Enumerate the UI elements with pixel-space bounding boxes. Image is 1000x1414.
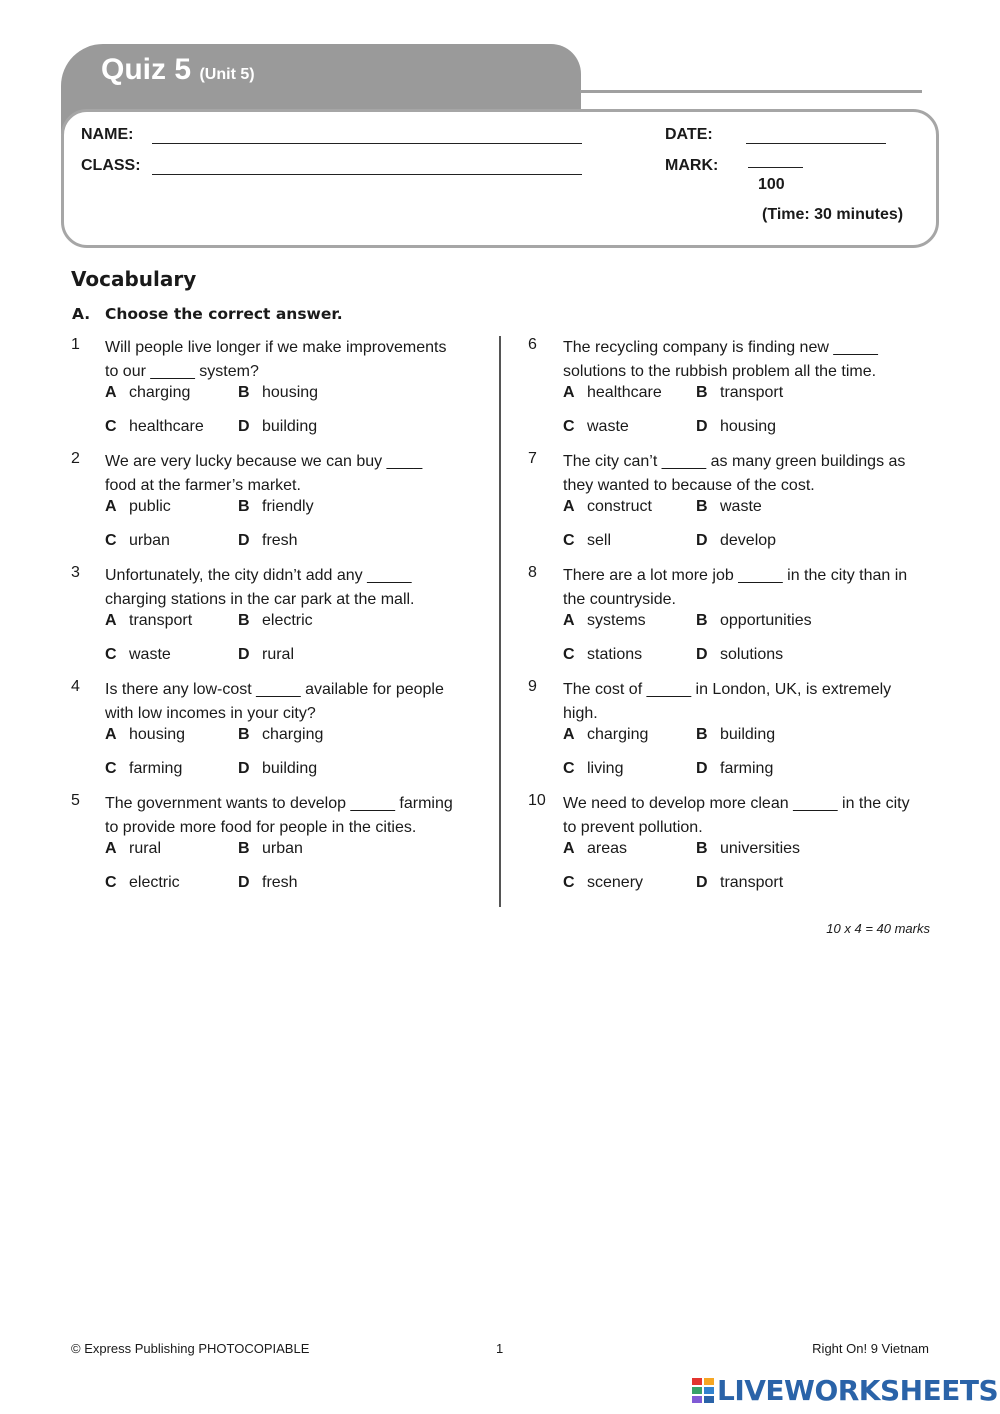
instruction-text: Choose the correct answer. bbox=[105, 305, 343, 323]
option-a[interactable] bbox=[563, 726, 648, 744]
option-d[interactable] bbox=[238, 646, 294, 664]
option-d[interactable] bbox=[696, 646, 783, 664]
question-stem-line: The city can’t _____ as many green buildings as bbox=[563, 453, 906, 470]
option-letter: A bbox=[105, 840, 117, 857]
option-letter: A bbox=[105, 612, 117, 629]
option-letter: C bbox=[563, 874, 575, 891]
section-title: Vocabulary bbox=[71, 267, 197, 291]
option-letter: A bbox=[563, 726, 575, 743]
option-text: electric bbox=[129, 874, 180, 891]
question-stem-line: We are very lucky because we can buy ____ bbox=[105, 453, 423, 470]
option-letter: D bbox=[238, 646, 250, 663]
option-letter: B bbox=[238, 384, 250, 401]
question-stem-line: Is there any low-cost _____ available for people bbox=[105, 681, 444, 698]
option-letter: C bbox=[105, 532, 117, 549]
question-number: 10 bbox=[528, 792, 546, 809]
option-text: waste bbox=[129, 646, 171, 663]
option-c[interactable] bbox=[105, 874, 180, 892]
option-letter: A bbox=[563, 498, 575, 515]
option-letter: B bbox=[238, 726, 250, 743]
option-text: urban bbox=[129, 532, 170, 549]
option-text: healthcare bbox=[129, 418, 204, 435]
question-number: 3 bbox=[71, 564, 80, 581]
option-letter: C bbox=[105, 760, 117, 777]
footer-copyright: © Express Publishing PHOTOCOPIABLE bbox=[71, 1341, 310, 1356]
option-text: healthcare bbox=[587, 384, 662, 401]
footer-page-number: 1 bbox=[496, 1341, 504, 1356]
option-letter: A bbox=[563, 612, 575, 629]
option-text: building bbox=[720, 726, 776, 743]
option-text: rural bbox=[262, 646, 295, 663]
question-number: 7 bbox=[528, 450, 537, 467]
question-stem-line: The government wants to develop _____ farming bbox=[105, 795, 453, 812]
option-text: construct bbox=[587, 498, 652, 515]
option-text: transport bbox=[720, 384, 784, 401]
footer-book-title: Right On! 9 Vietnam bbox=[812, 1341, 929, 1356]
question-stem-line: food at the farmer’s market. bbox=[105, 476, 301, 494]
question-stem-line: they wanted to because of the cost. bbox=[563, 476, 815, 494]
option-text: housing bbox=[262, 384, 319, 401]
option-a[interactable] bbox=[563, 498, 652, 516]
option-letter: B bbox=[696, 726, 708, 743]
option-b[interactable] bbox=[696, 840, 800, 858]
option-c[interactable] bbox=[105, 532, 170, 550]
question-stem-line: with low incomes in your city? bbox=[105, 704, 316, 722]
time-limit: (Time: 30 minutes) bbox=[762, 206, 904, 223]
option-text: electric bbox=[262, 612, 313, 629]
option-text: transport bbox=[720, 874, 784, 891]
option-letter: D bbox=[696, 874, 708, 891]
question-number: 1 bbox=[71, 336, 80, 353]
option-d[interactable] bbox=[696, 532, 776, 550]
option-b[interactable] bbox=[696, 726, 775, 744]
option-b[interactable] bbox=[238, 612, 313, 630]
option-text: rural bbox=[129, 840, 162, 857]
option-text: areas bbox=[587, 840, 628, 857]
option-a[interactable] bbox=[105, 612, 192, 630]
option-letter: B bbox=[696, 384, 708, 401]
liveworksheets-logo-text: LIVEWORKSHEETS bbox=[717, 1374, 999, 1407]
option-letter: D bbox=[238, 874, 250, 891]
option-text: fresh bbox=[262, 532, 298, 549]
option-b[interactable] bbox=[238, 384, 318, 402]
option-d[interactable] bbox=[696, 418, 776, 436]
option-letter: B bbox=[696, 612, 708, 629]
option-text: transport bbox=[129, 612, 193, 629]
option-text: farming bbox=[129, 760, 183, 777]
option-letter: C bbox=[105, 418, 117, 435]
date-label: DATE: bbox=[665, 126, 713, 143]
option-text: charging bbox=[262, 726, 324, 743]
option-a[interactable] bbox=[105, 498, 171, 516]
question-number: 6 bbox=[528, 336, 537, 353]
name-field[interactable] bbox=[152, 143, 582, 144]
class-field[interactable] bbox=[152, 174, 582, 175]
question-number: 9 bbox=[528, 678, 537, 695]
option-text: opportunities bbox=[720, 612, 812, 629]
option-c[interactable] bbox=[563, 760, 623, 778]
option-letter: A bbox=[563, 840, 575, 857]
question-stem-line: solutions to the rubbish problem all the time. bbox=[563, 362, 877, 380]
option-letter: C bbox=[105, 874, 117, 891]
option-text: friendly bbox=[262, 498, 314, 515]
option-letter: D bbox=[238, 532, 250, 549]
marks-note: 10 x 4 = 40 marks bbox=[826, 921, 930, 936]
option-letter: C bbox=[563, 760, 575, 777]
option-b[interactable] bbox=[696, 384, 783, 402]
header-rule bbox=[580, 90, 922, 93]
option-letter: A bbox=[105, 384, 117, 401]
option-letter: B bbox=[696, 498, 708, 515]
option-text: urban bbox=[262, 840, 303, 857]
option-letter: A bbox=[105, 498, 117, 515]
option-c[interactable] bbox=[563, 418, 629, 436]
option-b[interactable] bbox=[238, 726, 323, 744]
date-field[interactable] bbox=[746, 143, 886, 144]
option-text: universities bbox=[720, 840, 801, 857]
option-letter: B bbox=[238, 612, 250, 629]
class-label: CLASS: bbox=[81, 157, 141, 174]
option-letter: C bbox=[563, 646, 575, 663]
option-text: charging bbox=[587, 726, 649, 743]
option-c[interactable] bbox=[105, 760, 182, 778]
quiz-unit: (Unit 5) bbox=[199, 66, 255, 83]
liveworksheets-logo-icon bbox=[692, 1378, 714, 1404]
option-a[interactable] bbox=[563, 384, 662, 402]
option-letter: D bbox=[238, 760, 250, 777]
quiz-title-text: Quiz 5 bbox=[101, 53, 192, 86]
question-stem-line: We need to develop more clean _____ in the city bbox=[563, 795, 910, 812]
option-a[interactable] bbox=[105, 840, 161, 858]
option-letter: B bbox=[238, 498, 250, 515]
option-c[interactable] bbox=[105, 418, 204, 436]
instruction bbox=[72, 305, 343, 323]
mark-total: 100 bbox=[758, 176, 785, 193]
option-text: solutions bbox=[720, 646, 784, 663]
mark-label: MARK: bbox=[665, 157, 719, 174]
option-letter: D bbox=[238, 418, 250, 435]
option-b[interactable] bbox=[238, 840, 303, 858]
question-stem-line: The cost of _____ in London, UK, is extremely bbox=[563, 681, 892, 698]
option-b[interactable] bbox=[696, 612, 812, 630]
question-stem-line: The recycling company is finding new _____ bbox=[563, 339, 878, 356]
question-stem-line: Will people live longer if we make improvements bbox=[105, 339, 447, 356]
option-text: public bbox=[129, 498, 171, 515]
option-text: building bbox=[262, 418, 318, 435]
option-d[interactable] bbox=[696, 874, 783, 892]
option-b[interactable] bbox=[238, 498, 314, 516]
option-letter: C bbox=[563, 532, 575, 549]
mark-field[interactable] bbox=[748, 167, 803, 168]
question-number: 5 bbox=[71, 792, 80, 809]
option-letter: A bbox=[105, 726, 117, 743]
question-number: 2 bbox=[71, 450, 80, 467]
student-info-box bbox=[61, 109, 939, 248]
question-stem-line: to our _____ system? bbox=[105, 362, 259, 380]
option-c[interactable] bbox=[105, 646, 171, 664]
option-a[interactable] bbox=[105, 726, 185, 744]
option-text: systems bbox=[587, 612, 646, 629]
question-stem-line: to provide more food for people in the cities. bbox=[105, 818, 417, 836]
option-letter: D bbox=[696, 532, 708, 549]
question-stem-line: There are a lot more job _____ in the city than in bbox=[563, 567, 908, 584]
option-letter: B bbox=[696, 840, 708, 857]
question-stem-line: the countryside. bbox=[563, 590, 676, 608]
option-text: waste bbox=[720, 498, 762, 515]
option-text: housing bbox=[720, 418, 777, 435]
question-stem-line: Unfortunately, the city didn’t add any _____ bbox=[105, 567, 412, 584]
option-letter: A bbox=[563, 384, 575, 401]
option-text: waste bbox=[587, 418, 629, 435]
option-text: fresh bbox=[262, 874, 298, 891]
option-text: stations bbox=[587, 646, 643, 663]
option-a[interactable] bbox=[563, 840, 627, 858]
option-text: building bbox=[262, 760, 318, 777]
option-b[interactable] bbox=[696, 498, 762, 516]
question-number: 4 bbox=[71, 678, 80, 695]
option-c[interactable] bbox=[563, 532, 611, 550]
option-letter: D bbox=[696, 418, 708, 435]
question-stem-line: high. bbox=[563, 704, 598, 722]
option-letter: C bbox=[105, 646, 117, 663]
option-d[interactable] bbox=[238, 760, 317, 778]
question-number: 8 bbox=[528, 564, 537, 581]
option-text: farming bbox=[720, 760, 774, 777]
option-c[interactable] bbox=[563, 646, 642, 664]
column-divider bbox=[499, 336, 501, 907]
option-c[interactable] bbox=[563, 874, 643, 892]
option-text: living bbox=[587, 760, 624, 777]
option-d[interactable] bbox=[696, 760, 773, 778]
option-text: sell bbox=[587, 532, 612, 549]
option-a[interactable] bbox=[563, 612, 646, 630]
name-label: NAME: bbox=[81, 126, 134, 143]
option-d[interactable] bbox=[238, 418, 317, 436]
option-text: scenery bbox=[587, 874, 644, 891]
option-d[interactable] bbox=[238, 532, 298, 550]
option-d[interactable] bbox=[238, 874, 298, 892]
option-letter: D bbox=[696, 646, 708, 663]
option-letter: C bbox=[563, 418, 575, 435]
option-a[interactable] bbox=[105, 384, 190, 402]
option-text: charging bbox=[129, 384, 191, 401]
liveworksheets-logo bbox=[692, 1374, 998, 1407]
instruction-letter: A. bbox=[72, 305, 91, 323]
option-letter: B bbox=[238, 840, 250, 857]
option-text: develop bbox=[720, 532, 777, 549]
question-stem-line: to prevent pollution. bbox=[563, 818, 703, 836]
option-letter: D bbox=[696, 760, 708, 777]
quiz-title bbox=[101, 53, 255, 87]
question-stem-line: charging stations in the car park at the mall. bbox=[105, 590, 415, 608]
option-text: housing bbox=[129, 726, 186, 743]
